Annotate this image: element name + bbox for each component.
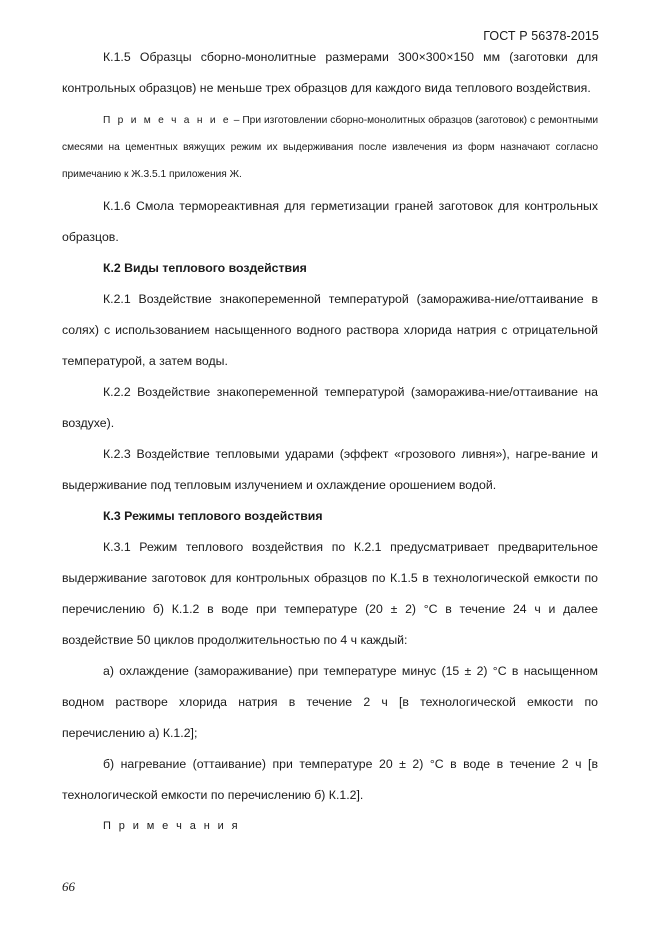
paragraph-k2-3: К.2.3 Воздействие тепловыми ударами (эффект «грозового ливня»), нагре-вание и выдерживание под тепловым излучением и охлаждение орошением водой.	[62, 447, 598, 492]
paragraph-k3-1: К.3.1 Режим теплового воздействия по К.2.1 предусматривает предварительное выдерживание заготовок для контрольных образцов по К.1.5 в технологической емкости по перечислению б) К.1.2 в воде при температуре (20 ± 2) °С в течение 24 ч и далее воздействие 50 циклов продолжительностью по 4 ч каждый:	[62, 540, 598, 647]
paragraph-k2-1: К.2.1 Воздействие знакопеременной температурой (заморажива-ние/оттаивание в солях) с использованием насыщенного водного раствора хлорида натрия с отрицательной температурой, а затем воды.	[62, 292, 598, 368]
paragraph-k1-6: К.1.6 Смола термореактивная для герметизации граней заготовок для контрольных образцов.	[62, 199, 598, 244]
standard-header: ГОСТ Р 56378-2015	[483, 29, 599, 43]
note-text: – При изготовлении сборно-монолитных образцов (заготовок) с ремонтными смесями на цементных вяжущих режим их выдерживания после извлечения из форм назначают согласно примечанию к Ж.3.5.1 приложения Ж.	[62, 115, 599, 180]
body-text	[62, 42, 598, 842]
note-k1-5	[62, 107, 598, 188]
note-lead: П р и м е ч а н и е	[103, 115, 231, 126]
notes-heading: П р и м е ч а н и я	[103, 820, 240, 832]
paragraph-k2-2: К.2.2 Воздействие знакопеременной температурой (заморажива-ние/оттаивание на воздухе).	[62, 385, 598, 430]
paragraph-k3-1-b: б) нагревание (оттаивание) при температуре 20 ± 2) °С в воде в течение 2 ч [в технологической емкости по перечислению б) К.1.2].	[62, 757, 598, 802]
section-title-k2: К.2 Виды теплового воздействия	[103, 261, 307, 275]
paragraph-k1-5: К.1.5 Образцы сборно-монолитные размерами 300×300×150 мм (заготовки для контрольных образцов) не меньше трех образцов для каждого вида теплового воздействия.	[62, 50, 598, 95]
page-number: 66	[62, 879, 75, 894]
section-title-k3: К.3 Режимы теплового воздействия	[103, 509, 323, 523]
paragraph-k3-1-a: а) охлаждение (замораживание) при температуре минус (15 ± 2) °С в насыщенном водном растворе хлорида натрия в течение 2 ч [в технологической емкости по перечислению а) К.1.2];	[62, 664, 598, 740]
